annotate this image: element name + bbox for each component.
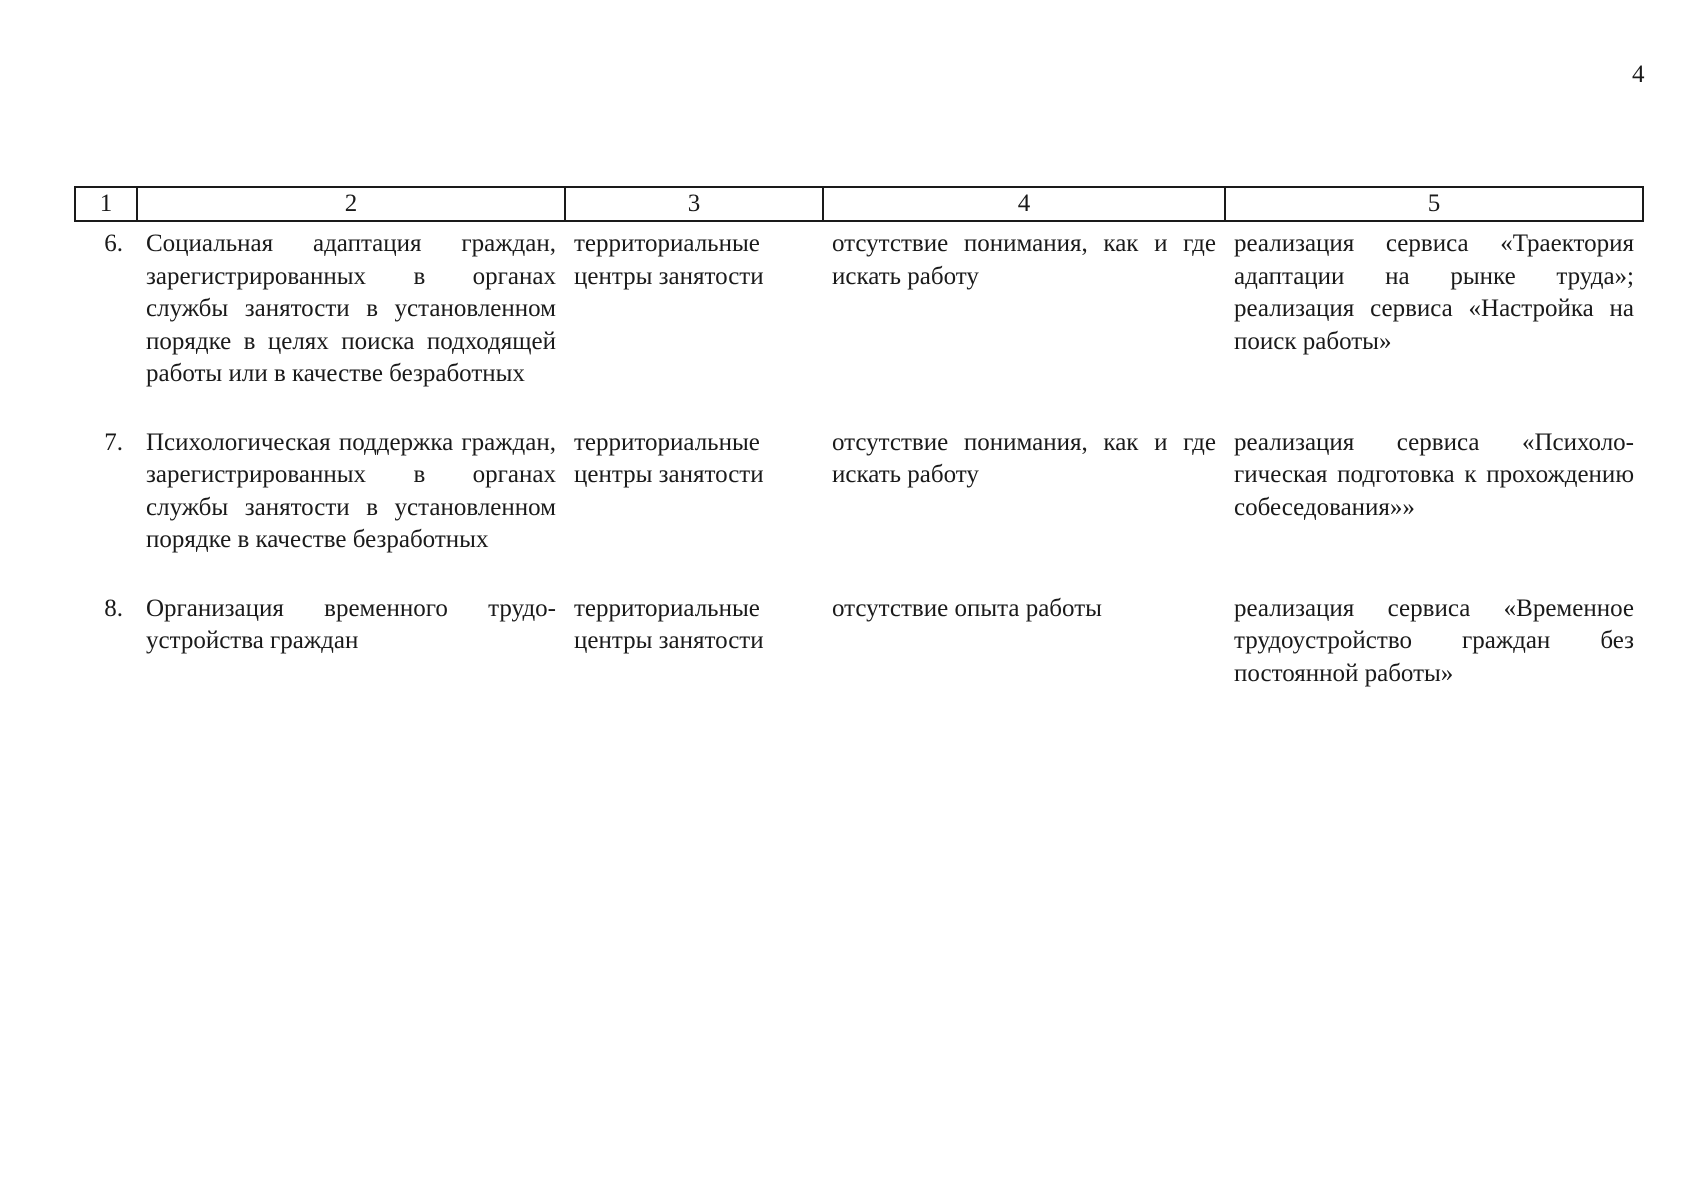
responsible-party: территориальные центры занятости: [574, 428, 764, 488]
page-number: 4: [1632, 61, 1645, 88]
measure-description: Психологическая поддержка граждан, зарегистрированных в органах службы занятости в установленном порядке в качестве безработных: [146, 428, 556, 553]
measure-description: Социальная адаптация граждан, зарегистрированных в органах службы занятости в установленном порядке в целях поиска подходящей работы или в качестве безработных: [146, 230, 556, 387]
column-number-2: 2: [137, 187, 565, 221]
table-row: [75, 427, 1643, 593]
row-number: 8.: [104, 594, 123, 622]
row-number: 7.: [104, 428, 123, 456]
row-number: 6.: [104, 230, 123, 257]
column-number-1: 1: [75, 187, 137, 221]
table-row: [75, 593, 1643, 691]
column-number-5: 5: [1225, 187, 1643, 221]
problem-text: отсутствие понимания, как и где искать работу: [832, 230, 1216, 290]
column-number-4: 4: [823, 187, 1225, 221]
table-header-row: [75, 187, 1643, 221]
solution-text: реализация сервиса «Психологическая подготовка к прохождению собеседования»»: [1234, 428, 1634, 521]
column-number-3: 3: [565, 187, 823, 221]
measure-description: Организация временного трудоустройства граждан: [146, 594, 556, 654]
solution-text: реализация сервиса «Временное трудоустройство граждан без постоянной работы»: [1234, 594, 1634, 687]
responsible-party: территориальные центры занятости: [574, 230, 764, 290]
table-row: [75, 221, 1643, 427]
measures-table: [74, 186, 1644, 690]
problem-text: отсутствие понимания, как и где искать работу: [832, 428, 1216, 488]
responsible-party: территориальные центры занятости: [574, 594, 764, 654]
problem-text: отсутствие опыта работы: [832, 594, 1102, 622]
solution-text: реализация сервиса «Траектория адаптации на рынке труда»; реализация сервиса «Настройка на поиск работы»: [1234, 230, 1634, 355]
